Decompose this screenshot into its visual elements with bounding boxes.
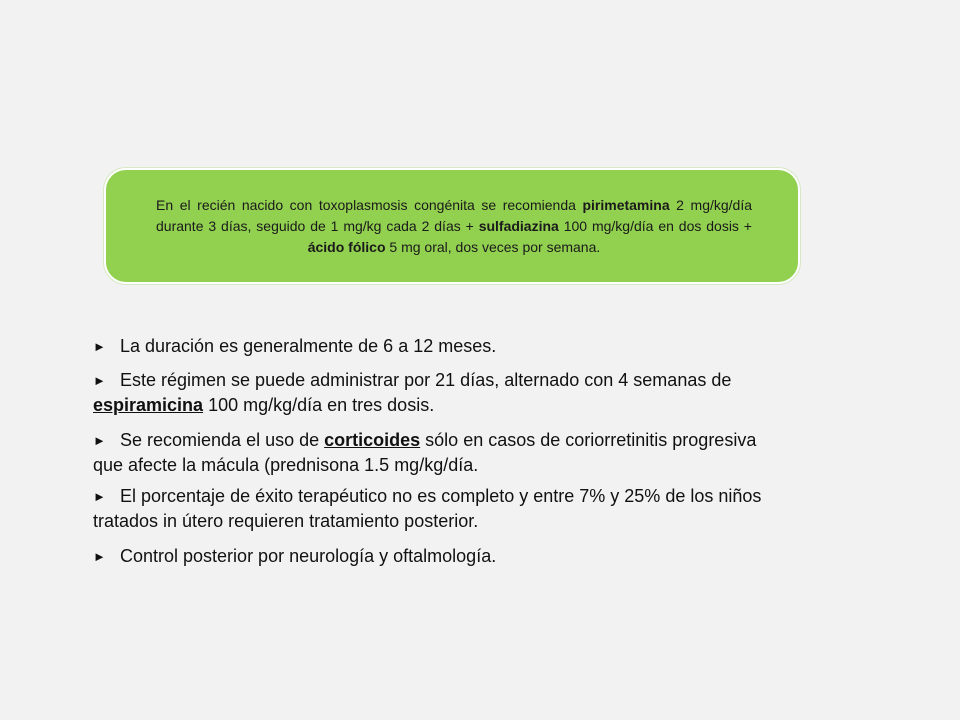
bullet-duration — [93, 334, 773, 359]
bullet-text: 100 mg/kg/día en tres dosis. — [203, 395, 435, 415]
bullet-arrow-icon: ► — [93, 549, 106, 564]
bullet-arrow-icon: ► — [93, 373, 106, 388]
drug-sulfadiazina: sulfadiazina — [478, 217, 559, 234]
bullet-text: La duración es generalmente de 6 a 12 meses. — [120, 336, 497, 356]
bullet-text: Control posterior por neurología y oftalmología. — [120, 546, 497, 566]
bullet-arrow-icon: ► — [93, 433, 106, 448]
callout-seg4: 5 mg oral, dos veces por semana. — [385, 238, 601, 255]
bullet-text: Se recomienda el uso de — [120, 430, 325, 450]
drug-acido-folico: ácido fólico — [307, 238, 386, 255]
bullet-arrow-icon: ► — [93, 489, 106, 504]
bullet-control — [93, 544, 773, 569]
drug-pirimetamina: pirimetamina — [582, 196, 670, 213]
callout-seg1: En el recién nacido con toxoplasmosis congénita se recomienda — [156, 196, 583, 213]
drug-corticoides: corticoides — [324, 430, 421, 450]
bullet-arrow-icon: ► — [93, 339, 106, 354]
bullet-text: Este régimen se puede administrar por 21 días, alternado con 4 semanas de — [120, 370, 732, 390]
bullet-exito — [93, 484, 773, 534]
bullet-regimen — [93, 368, 773, 418]
drug-espiramicina: espiramicina — [93, 395, 204, 415]
callout-text — [156, 195, 752, 258]
callout-box — [104, 168, 800, 284]
bullet-corticoides — [93, 428, 773, 478]
bullet-text: El porcentaje de éxito terapéutico no es completo y entre 7% y 25% de los niños tratados in útero requieren tratamiento posterior. — [93, 486, 762, 531]
callout-seg3: 100 mg/kg/día en dos dosis + — [558, 217, 752, 234]
bullet-text: sólo en casos de coriorretinitis progresiva que afecte la mácula (prednisona 1.5 mg/kg/día. — [93, 430, 757, 475]
callout-seg2: 2 mg/kg/día durante 3 días, seguido de 1 mg/kg cada 2 días + — [156, 196, 753, 234]
